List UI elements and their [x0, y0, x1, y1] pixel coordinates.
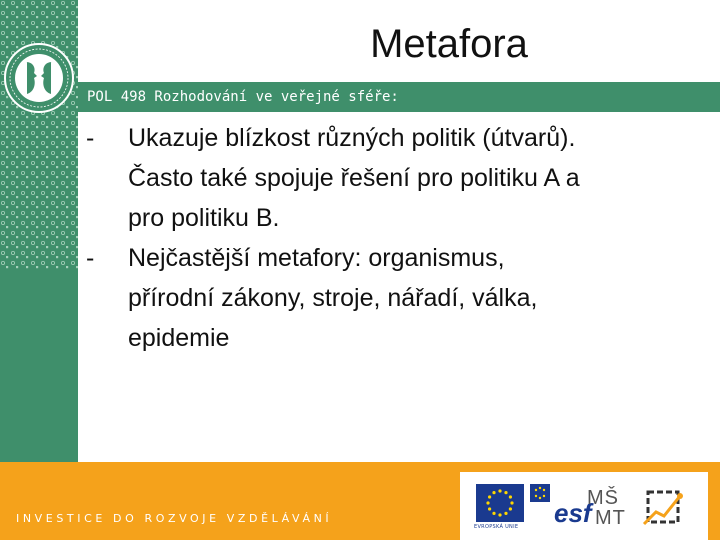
op-vk-logo-icon — [640, 484, 688, 528]
subtitle-band — [78, 82, 720, 112]
bullet-line: Nejčastější metafory: organismus, — [128, 244, 505, 272]
bullet-line: Ukazuje blízkost různých politik (útvarů). — [128, 124, 576, 152]
bullet-line: epidemie — [128, 324, 230, 352]
bullet-item — [84, 118, 704, 238]
course-subtitle: POL 498 Rozhodování ve veřejné sféře: — [87, 89, 399, 105]
university-seal-icon — [3, 42, 75, 114]
bullet-marker: - — [86, 124, 95, 152]
bullet-marker: - — [86, 244, 95, 272]
eu-flag-icon — [476, 484, 524, 522]
msmt-logo-icon — [585, 482, 635, 528]
footer-slogan: INVESTICE DO ROZVOJE VZDĚLÁVÁNÍ — [16, 512, 333, 525]
slide-title: Metafora — [370, 22, 528, 66]
left-sidebar — [0, 0, 78, 462]
eu-caption: EVROPSKÁ UNIE — [474, 524, 519, 530]
bullet-line: Často také spojuje řešení pro politiku A a — [128, 164, 580, 192]
footer-band — [0, 462, 720, 540]
bullet-line: přírodní zákony, stroje, nářadí, válka, — [128, 284, 538, 312]
bullet-item — [84, 238, 704, 358]
logos-panel — [460, 472, 708, 540]
esf-wordmark: esf — [554, 498, 592, 528]
bullet-line: pro politiku B. — [128, 204, 280, 232]
msmt-wordmark-bottom: MT — [595, 507, 626, 529]
dot-pattern-decoration — [0, 0, 78, 270]
esf-logo-icon — [528, 482, 592, 528]
msmt-wordmark-top: MŠ — [587, 487, 619, 509]
bullet-list — [84, 118, 704, 358]
